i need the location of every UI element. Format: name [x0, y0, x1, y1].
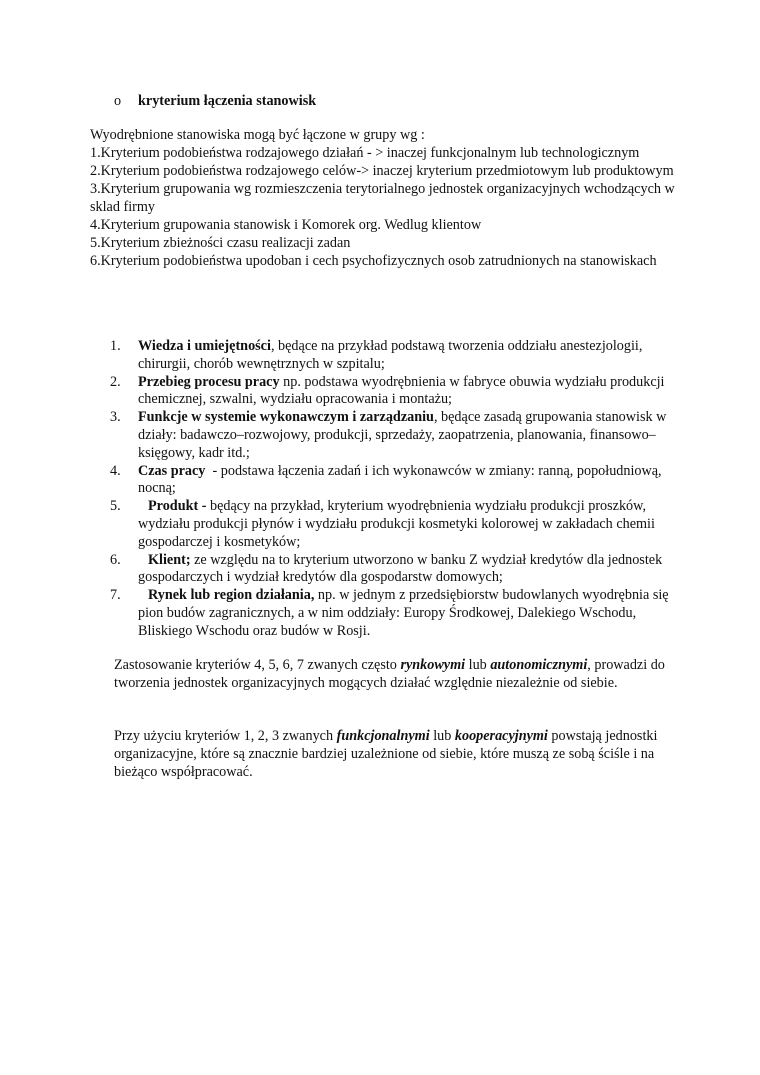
list-text: będący na przykład, kryterium wyodrębnienia wydziału produkcji proszków, wydziału produkcji płynów i wydziału produkcji kosmetyki kolorowej w zakładach chemii gospodarczej i kosmetyków;	[138, 498, 655, 550]
list-text: np. podstawa wyodrębnienia w fabryce obuwia wydziału produkcji chemicznej, szwalni, wydziału opracowania i montażu;	[138, 373, 665, 408]
intro-line: 3.Kryterium grupowania wg rozmieszczenia terytorialnego jednostek organizacyjnych wchodzących w sklad firmy	[90, 181, 679, 215]
section-heading	[114, 92, 316, 110]
list-item	[110, 552, 670, 588]
list-label: Klient;	[148, 551, 191, 568]
intro-line: 1.Kryterium podobieństwa rodzajowego działań - > inaczej funkcjonalnym lub technologicznym	[90, 145, 640, 161]
list-label: Funkcje w systemie wykonawczym i zarządzaniu	[138, 409, 434, 426]
list-item	[110, 463, 670, 499]
list-label: Czas pracy	[138, 462, 206, 479]
list-number: 4.	[110, 462, 121, 479]
criteria-list	[110, 338, 670, 641]
heading-text: kryterium łączenia stanowisk	[138, 93, 317, 109]
list-number: 1.	[110, 338, 121, 354]
list-item	[110, 409, 670, 462]
list-label: Przebieg procesu pracy	[138, 373, 280, 390]
list-label: Wiedza i umiejętności	[138, 338, 271, 354]
list-number: 6.	[110, 551, 121, 568]
list-number: 5.	[110, 498, 121, 515]
para-text: lub	[429, 728, 455, 744]
list-label: Rynek lub region działania,	[148, 587, 315, 604]
list-text: np. w jednym z przedsiębiorstw budowlanych wyodrębnia się pion budów zagranicznych, a w nim oddziały: Europy Środkowej, Dalekiego Wschodu, Bliskiego Wschodu oraz budów w Rosji.	[138, 587, 669, 639]
list-number: 2.	[110, 373, 121, 390]
list-item	[110, 587, 670, 640]
para-text: Przy użyciu kryteriów 1, 2, 3 zwanych	[114, 728, 337, 744]
list-text: , będące na przykład podstawą tworzenia oddziału anestezjologii, chirurgii, chorób wewnętrznych w szpitalu;	[138, 338, 643, 372]
intro-line: 6.Kryterium podobieństwa upodoban i cech psychofizycznych osob zatrudnionych na stanowiskach	[90, 253, 657, 269]
intro-line: Wyodrębnione stanowiska mogą być łączone w grupy wg :	[90, 127, 425, 143]
bullet-marker: o	[114, 93, 122, 109]
para-text: , prowadzi do tworzenia jednostek organizacyjnych mogących działać względnie niezależnie od siebie.	[114, 657, 665, 691]
list-number: 7.	[110, 587, 121, 604]
list-text: - podstawa łączenia zadań i ich wykonawców w zmiany: ranną, popołudniową, nocną;	[138, 462, 666, 497]
para-emphasis: rynkowymi	[400, 657, 466, 673]
para-text: Zastosowanie kryteriów 4, 5, 6, 7 zwanych często	[114, 657, 401, 673]
intro-line: 4.Kryterium grupowania stanowisk i Komorek org. Wedlug klientow	[90, 217, 482, 233]
para-emphasis: autonomicznymi	[490, 657, 588, 673]
list-item	[110, 374, 670, 410]
list-text: ze względu na to kryterium utworzono w banku Z wydział kredytów dla jednostek gospodarczych i wydział kredytów dla gospodarstw domowych;	[138, 551, 663, 586]
intro-line: 2.Kryterium podobieństwa rodzajowego celów-> inaczej kryterium przedmiotowym lub produktowym	[90, 163, 674, 179]
para-text: powstają jednostki organizacyjne, które są znacznie bardziej uzależnione od siebie, które muszą ze sobą ściśle i na bieżąco współpracować.	[114, 728, 658, 780]
list-label: Produkt -	[148, 498, 207, 515]
list-number: 3.	[110, 409, 121, 426]
intro-line: 5.Kryterium zbieżności czasu realizacji zadan	[90, 235, 351, 251]
list-item	[110, 338, 670, 374]
para-emphasis: kooperacyjnymi	[454, 728, 548, 744]
paragraph-functional-criteria	[114, 727, 674, 781]
list-text: , będące zasadą grupowania stanowisk w działy: badawczo–rozwojowy, produkcji, sprzedaży, zaopatrzenia, planowania, finansowo–księgowy, kadr itd.;	[138, 409, 667, 461]
paragraph-market-criteria	[114, 656, 674, 692]
para-emphasis: funkcjonalnymi	[336, 728, 430, 744]
intro-paragraph	[90, 126, 690, 270]
para-text: lub	[465, 657, 491, 673]
list-item	[110, 498, 670, 551]
